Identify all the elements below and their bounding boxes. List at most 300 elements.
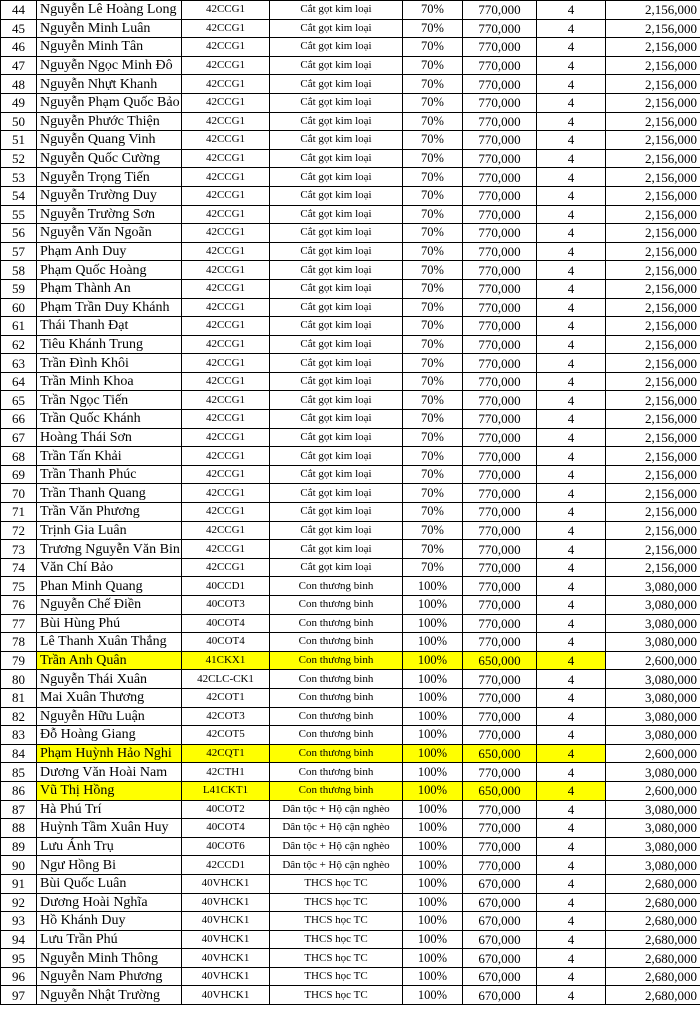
- total-amount-cell: 2,600,000: [606, 781, 700, 800]
- months-cell: 4: [537, 874, 606, 893]
- category-cell: Cắt gọt kim loại: [270, 131, 403, 150]
- support-rate-cell: 70%: [403, 391, 463, 410]
- support-rate-cell: 70%: [403, 521, 463, 540]
- table-row: [1, 558, 700, 577]
- support-rate-cell: 100%: [403, 819, 463, 838]
- table-row: [1, 781, 700, 800]
- support-rate-cell: 100%: [403, 763, 463, 782]
- total-amount-cell: 2,156,000: [606, 186, 700, 205]
- total-amount-cell: 3,080,000: [606, 707, 700, 726]
- months-cell: 4: [537, 930, 606, 949]
- total-amount-cell: 2,156,000: [606, 372, 700, 391]
- category-cell: Cắt gọt kim loại: [270, 186, 403, 205]
- row-number-cell: 73: [1, 540, 37, 559]
- monthly-fee-cell: 770,000: [463, 410, 537, 429]
- student-name-cell: Trần Tấn Khải: [37, 447, 182, 466]
- monthly-fee-cell: 770,000: [463, 317, 537, 336]
- table-row: [1, 354, 700, 373]
- monthly-fee-cell: 670,000: [463, 912, 537, 931]
- total-amount-cell: 2,156,000: [606, 56, 700, 75]
- class-code-cell: 40COT4: [182, 614, 270, 633]
- class-code-cell: 42CCG1: [182, 484, 270, 503]
- category-cell: Cắt gọt kim loại: [270, 93, 403, 112]
- monthly-fee-cell: 770,000: [463, 577, 537, 596]
- category-cell: Con thương binh: [270, 763, 403, 782]
- months-cell: 4: [537, 131, 606, 150]
- table-row: [1, 503, 700, 522]
- total-amount-cell: 2,156,000: [606, 75, 700, 94]
- months-cell: 4: [537, 1, 606, 20]
- category-cell: Cắt gọt kim loại: [270, 335, 403, 354]
- monthly-fee-cell: 770,000: [463, 540, 537, 559]
- total-amount-cell: 3,080,000: [606, 596, 700, 615]
- total-amount-cell: 2,680,000: [606, 874, 700, 893]
- months-cell: 4: [537, 224, 606, 243]
- class-code-cell: 40VHCK1: [182, 874, 270, 893]
- class-code-cell: 42CCG1: [182, 75, 270, 94]
- row-number-cell: 46: [1, 38, 37, 57]
- category-cell: Cắt gọt kim loại: [270, 112, 403, 131]
- table-row: [1, 874, 700, 893]
- monthly-fee-cell: 770,000: [463, 837, 537, 856]
- months-cell: 4: [537, 577, 606, 596]
- category-cell: Cắt gọt kim loại: [270, 279, 403, 298]
- row-number-cell: 72: [1, 521, 37, 540]
- support-rate-cell: 70%: [403, 1, 463, 20]
- student-name-cell: Vũ Thị Hồng: [37, 781, 182, 800]
- category-cell: Con thương binh: [270, 670, 403, 689]
- class-code-cell: 42COT5: [182, 726, 270, 745]
- monthly-fee-cell: 670,000: [463, 949, 537, 968]
- support-rate-cell: 100%: [403, 949, 463, 968]
- class-code-cell: L41CKT1: [182, 781, 270, 800]
- monthly-fee-cell: 770,000: [463, 465, 537, 484]
- support-rate-cell: 70%: [403, 131, 463, 150]
- class-code-cell: 42CCG1: [182, 186, 270, 205]
- student-name-cell: Phan Minh Quang: [37, 577, 182, 596]
- monthly-fee-cell: 770,000: [463, 112, 537, 131]
- category-cell: THCS học TC: [270, 874, 403, 893]
- support-rate-cell: 70%: [403, 447, 463, 466]
- student-name-cell: Nguyễn Minh Tân: [37, 38, 182, 57]
- class-code-cell: 40COT3: [182, 596, 270, 615]
- table-row: [1, 224, 700, 243]
- table-row: [1, 893, 700, 912]
- table-row: [1, 298, 700, 317]
- row-number-cell: 95: [1, 949, 37, 968]
- row-number-cell: 78: [1, 633, 37, 652]
- total-amount-cell: 3,080,000: [606, 614, 700, 633]
- monthly-fee-cell: 650,000: [463, 651, 537, 670]
- student-name-cell: Nguyễn Lê Hoàng Long: [37, 1, 182, 20]
- months-cell: 4: [537, 912, 606, 931]
- table-row: [1, 372, 700, 391]
- student-name-cell: Nguyễn Quốc Cường: [37, 149, 182, 168]
- support-rate-cell: 70%: [403, 56, 463, 75]
- table-row: [1, 261, 700, 280]
- total-amount-cell: 2,156,000: [606, 540, 700, 559]
- student-name-cell: Tiêu Khánh Trung: [37, 335, 182, 354]
- student-name-cell: Nguyễn Minh Luân: [37, 19, 182, 38]
- student-name-cell: Nguyễn Thái Xuân: [37, 670, 182, 689]
- monthly-fee-cell: 770,000: [463, 596, 537, 615]
- support-rate-cell: 70%: [403, 428, 463, 447]
- support-rate-cell: 70%: [403, 75, 463, 94]
- total-amount-cell: 2,156,000: [606, 93, 700, 112]
- months-cell: 4: [537, 428, 606, 447]
- months-cell: 4: [537, 503, 606, 522]
- table-row: [1, 205, 700, 224]
- row-number-cell: 91: [1, 874, 37, 893]
- category-cell: THCS học TC: [270, 912, 403, 931]
- months-cell: 4: [537, 781, 606, 800]
- monthly-fee-cell: 770,000: [463, 428, 537, 447]
- row-number-cell: 86: [1, 781, 37, 800]
- months-cell: 4: [537, 986, 606, 1005]
- total-amount-cell: 2,156,000: [606, 558, 700, 577]
- table-row: [1, 38, 700, 57]
- class-code-cell: 40VHCK1: [182, 949, 270, 968]
- student-name-cell: Lưu Trần Phú: [37, 930, 182, 949]
- category-cell: Cắt gọt kim loại: [270, 540, 403, 559]
- months-cell: 4: [537, 763, 606, 782]
- table-row: [1, 986, 700, 1005]
- total-amount-cell: 2,156,000: [606, 447, 700, 466]
- support-rate-cell: 100%: [403, 800, 463, 819]
- support-rate-cell: 100%: [403, 967, 463, 986]
- row-number-cell: 47: [1, 56, 37, 75]
- months-cell: 4: [537, 38, 606, 57]
- row-number-cell: 66: [1, 410, 37, 429]
- category-cell: Con thương binh: [270, 651, 403, 670]
- class-code-cell: 40VHCK1: [182, 912, 270, 931]
- total-amount-cell: 2,156,000: [606, 354, 700, 373]
- monthly-fee-cell: 770,000: [463, 205, 537, 224]
- total-amount-cell: 2,156,000: [606, 335, 700, 354]
- support-rate-cell: 100%: [403, 726, 463, 745]
- months-cell: 4: [537, 317, 606, 336]
- total-amount-cell: 3,080,000: [606, 856, 700, 875]
- months-cell: 4: [537, 186, 606, 205]
- total-amount-cell: 3,080,000: [606, 800, 700, 819]
- monthly-fee-cell: 770,000: [463, 503, 537, 522]
- monthly-fee-cell: 770,000: [463, 447, 537, 466]
- monthly-fee-cell: 650,000: [463, 781, 537, 800]
- table-row: [1, 651, 700, 670]
- monthly-fee-cell: 770,000: [463, 93, 537, 112]
- row-number-cell: 63: [1, 354, 37, 373]
- monthly-fee-cell: 770,000: [463, 763, 537, 782]
- total-amount-cell: 2,156,000: [606, 112, 700, 131]
- category-cell: Con thương binh: [270, 688, 403, 707]
- student-name-cell: Nguyễn Nam Phương: [37, 967, 182, 986]
- monthly-fee-cell: 770,000: [463, 224, 537, 243]
- support-rate-cell: 70%: [403, 168, 463, 187]
- support-rate-cell: 100%: [403, 781, 463, 800]
- row-number-cell: 64: [1, 372, 37, 391]
- student-name-cell: Phạm Quốc Hoàng: [37, 261, 182, 280]
- table-row: [1, 1, 700, 20]
- category-cell: Con thương binh: [270, 781, 403, 800]
- monthly-fee-cell: 770,000: [463, 707, 537, 726]
- support-rate-cell: 100%: [403, 744, 463, 763]
- support-rate-cell: 70%: [403, 242, 463, 261]
- months-cell: 4: [537, 651, 606, 670]
- table-row: [1, 112, 700, 131]
- category-cell: Dân tộc + Hộ cận nghèo: [270, 856, 403, 875]
- total-amount-cell: 2,156,000: [606, 205, 700, 224]
- support-rate-cell: 100%: [403, 614, 463, 633]
- row-number-cell: 58: [1, 261, 37, 280]
- total-amount-cell: 2,156,000: [606, 503, 700, 522]
- support-rate-cell: 70%: [403, 112, 463, 131]
- months-cell: 4: [537, 19, 606, 38]
- monthly-fee-cell: 770,000: [463, 558, 537, 577]
- months-cell: 4: [537, 949, 606, 968]
- support-rate-cell: 70%: [403, 186, 463, 205]
- student-name-cell: Hoàng Thái Sơn: [37, 428, 182, 447]
- table-row: [1, 131, 700, 150]
- total-amount-cell: 2,156,000: [606, 298, 700, 317]
- support-rate-cell: 100%: [403, 986, 463, 1005]
- months-cell: 4: [537, 465, 606, 484]
- row-number-cell: 77: [1, 614, 37, 633]
- category-cell: THCS học TC: [270, 949, 403, 968]
- category-cell: Cắt gọt kim loại: [270, 503, 403, 522]
- category-cell: Cắt gọt kim loại: [270, 484, 403, 503]
- total-amount-cell: 2,156,000: [606, 1, 700, 20]
- total-amount-cell: 2,156,000: [606, 391, 700, 410]
- row-number-cell: 45: [1, 19, 37, 38]
- months-cell: 4: [537, 335, 606, 354]
- row-number-cell: 96: [1, 967, 37, 986]
- support-rate-cell: 70%: [403, 93, 463, 112]
- total-amount-cell: 2,680,000: [606, 930, 700, 949]
- student-name-cell: Nguyễn Quang Vinh: [37, 131, 182, 150]
- support-rate-cell: 70%: [403, 484, 463, 503]
- class-code-cell: 42CCG1: [182, 521, 270, 540]
- class-code-cell: 42CCG1: [182, 558, 270, 577]
- total-amount-cell: 3,080,000: [606, 670, 700, 689]
- monthly-fee-cell: 770,000: [463, 391, 537, 410]
- months-cell: 4: [537, 447, 606, 466]
- table-row: [1, 949, 700, 968]
- months-cell: 4: [537, 298, 606, 317]
- support-rate-cell: 100%: [403, 837, 463, 856]
- class-code-cell: 42CLC-CK1: [182, 670, 270, 689]
- category-cell: Cắt gọt kim loại: [270, 521, 403, 540]
- row-number-cell: 70: [1, 484, 37, 503]
- table-row: [1, 19, 700, 38]
- monthly-fee-cell: 770,000: [463, 242, 537, 261]
- row-number-cell: 81: [1, 688, 37, 707]
- total-amount-cell: 2,156,000: [606, 242, 700, 261]
- category-cell: Con thương binh: [270, 577, 403, 596]
- table-row: [1, 800, 700, 819]
- months-cell: 4: [537, 354, 606, 373]
- support-rate-cell: 70%: [403, 558, 463, 577]
- monthly-fee-cell: 770,000: [463, 521, 537, 540]
- row-number-cell: 69: [1, 465, 37, 484]
- class-code-cell: 41CKX1: [182, 651, 270, 670]
- months-cell: 4: [537, 558, 606, 577]
- monthly-fee-cell: 770,000: [463, 819, 537, 838]
- support-rate-cell: 100%: [403, 930, 463, 949]
- student-name-cell: Trần Anh Quân: [37, 651, 182, 670]
- student-name-cell: Nguyễn Phước Thiện: [37, 112, 182, 131]
- category-cell: Cắt gọt kim loại: [270, 224, 403, 243]
- support-rate-cell: 70%: [403, 38, 463, 57]
- row-number-cell: 79: [1, 651, 37, 670]
- table-row: [1, 819, 700, 838]
- class-code-cell: 42CCG1: [182, 372, 270, 391]
- class-code-cell: 42COT1: [182, 688, 270, 707]
- table-row: [1, 596, 700, 615]
- student-name-cell: Nguyễn Ngọc Minh Đô: [37, 56, 182, 75]
- row-number-cell: 84: [1, 744, 37, 763]
- table-row: [1, 168, 700, 187]
- student-name-cell: Bùi Hùng Phú: [37, 614, 182, 633]
- student-name-cell: Trần Đình Khôi: [37, 354, 182, 373]
- student-name-cell: Hồ Khánh Duy: [37, 912, 182, 931]
- class-code-cell: 42CCG1: [182, 93, 270, 112]
- row-number-cell: 85: [1, 763, 37, 782]
- support-rate-cell: 70%: [403, 19, 463, 38]
- class-code-cell: 40VHCK1: [182, 893, 270, 912]
- category-cell: Dân tộc + Hộ cận nghèo: [270, 819, 403, 838]
- category-cell: Cắt gọt kim loại: [270, 372, 403, 391]
- category-cell: Dân tộc + Hộ cận nghèo: [270, 800, 403, 819]
- student-name-cell: Nguyễn Nhật Trường: [37, 986, 182, 1005]
- student-name-cell: Phạm Anh Duy: [37, 242, 182, 261]
- months-cell: 4: [537, 596, 606, 615]
- class-code-cell: 42CCG1: [182, 112, 270, 131]
- category-cell: Dân tộc + Hộ cận nghèo: [270, 837, 403, 856]
- student-name-cell: Nguyễn Trường Sơn: [37, 205, 182, 224]
- table-row: [1, 930, 700, 949]
- support-rate-cell: 100%: [403, 596, 463, 615]
- row-number-cell: 53: [1, 168, 37, 187]
- table-row: [1, 707, 700, 726]
- row-number-cell: 71: [1, 503, 37, 522]
- class-code-cell: 42CCG1: [182, 391, 270, 410]
- student-name-cell: Huỳnh Tầm Xuân Huy: [37, 819, 182, 838]
- class-code-cell: 42CTH1: [182, 763, 270, 782]
- table-row: [1, 726, 700, 745]
- table-row: [1, 335, 700, 354]
- class-code-cell: 40CCD1: [182, 577, 270, 596]
- table-row: [1, 93, 700, 112]
- months-cell: 4: [537, 967, 606, 986]
- support-rate-cell: 100%: [403, 912, 463, 931]
- class-code-cell: 42CCG1: [182, 279, 270, 298]
- total-amount-cell: 2,156,000: [606, 38, 700, 57]
- months-cell: 4: [537, 205, 606, 224]
- months-cell: 4: [537, 149, 606, 168]
- student-name-cell: Hà Phú Trí: [37, 800, 182, 819]
- table-row: [1, 614, 700, 633]
- student-name-cell: Nguyễn Trường Duy: [37, 186, 182, 205]
- row-number-cell: 52: [1, 149, 37, 168]
- months-cell: 4: [537, 856, 606, 875]
- category-cell: THCS học TC: [270, 967, 403, 986]
- support-rate-cell: 70%: [403, 261, 463, 280]
- months-cell: 4: [537, 819, 606, 838]
- months-cell: 4: [537, 670, 606, 689]
- table-row: [1, 279, 700, 298]
- support-rate-cell: 100%: [403, 893, 463, 912]
- student-name-cell: Ngư Hồng Bi: [37, 856, 182, 875]
- student-name-cell: Trần Văn Phương: [37, 503, 182, 522]
- table-row: [1, 149, 700, 168]
- student-name-cell: Phạm Thành An: [37, 279, 182, 298]
- monthly-fee-cell: 770,000: [463, 19, 537, 38]
- category-cell: Con thương binh: [270, 726, 403, 745]
- months-cell: 4: [537, 707, 606, 726]
- support-rate-cell: 100%: [403, 577, 463, 596]
- total-amount-cell: 3,080,000: [606, 763, 700, 782]
- category-cell: Cắt gọt kim loại: [270, 558, 403, 577]
- class-code-cell: 42CCD1: [182, 856, 270, 875]
- student-name-cell: Trịnh Gia Luân: [37, 521, 182, 540]
- category-cell: Con thương binh: [270, 744, 403, 763]
- row-number-cell: 88: [1, 819, 37, 838]
- table-row: [1, 967, 700, 986]
- class-code-cell: 42CCG1: [182, 1, 270, 20]
- table-row: [1, 465, 700, 484]
- student-name-cell: Lê Thanh Xuân Thắng: [37, 633, 182, 652]
- category-cell: THCS học TC: [270, 930, 403, 949]
- category-cell: THCS học TC: [270, 986, 403, 1005]
- support-rate-cell: 100%: [403, 651, 463, 670]
- class-code-cell: 42CCG1: [182, 503, 270, 522]
- total-amount-cell: 2,156,000: [606, 149, 700, 168]
- student-name-cell: Trần Ngọc Tiến: [37, 391, 182, 410]
- class-code-cell: 42CCG1: [182, 56, 270, 75]
- table-row: [1, 763, 700, 782]
- class-code-cell: 40COT4: [182, 633, 270, 652]
- row-number-cell: 65: [1, 391, 37, 410]
- monthly-fee-cell: 770,000: [463, 335, 537, 354]
- row-number-cell: 97: [1, 986, 37, 1005]
- class-code-cell: 40COT6: [182, 837, 270, 856]
- student-name-cell: Nguyễn Trọng Tiến: [37, 168, 182, 187]
- support-rate-cell: 70%: [403, 465, 463, 484]
- total-amount-cell: 3,080,000: [606, 577, 700, 596]
- student-name-cell: Nguyễn Phạm Quốc Bảo: [37, 93, 182, 112]
- total-amount-cell: 2,156,000: [606, 428, 700, 447]
- category-cell: Con thương binh: [270, 596, 403, 615]
- table-row: [1, 540, 700, 559]
- category-cell: Cắt gọt kim loại: [270, 465, 403, 484]
- total-amount-cell: 2,156,000: [606, 465, 700, 484]
- total-amount-cell: 2,156,000: [606, 521, 700, 540]
- class-code-cell: 40VHCK1: [182, 967, 270, 986]
- row-number-cell: 55: [1, 205, 37, 224]
- table-row: [1, 186, 700, 205]
- student-name-cell: Nguyễn Nhựt Khanh: [37, 75, 182, 94]
- total-amount-cell: 3,080,000: [606, 837, 700, 856]
- support-rate-cell: 100%: [403, 707, 463, 726]
- row-number-cell: 93: [1, 912, 37, 931]
- student-name-cell: Phạm Trần Duy Khánh: [37, 298, 182, 317]
- row-number-cell: 90: [1, 856, 37, 875]
- months-cell: 4: [537, 391, 606, 410]
- row-number-cell: 56: [1, 224, 37, 243]
- table-body: [1, 1, 700, 1005]
- total-amount-cell: 2,156,000: [606, 317, 700, 336]
- table-row: [1, 410, 700, 429]
